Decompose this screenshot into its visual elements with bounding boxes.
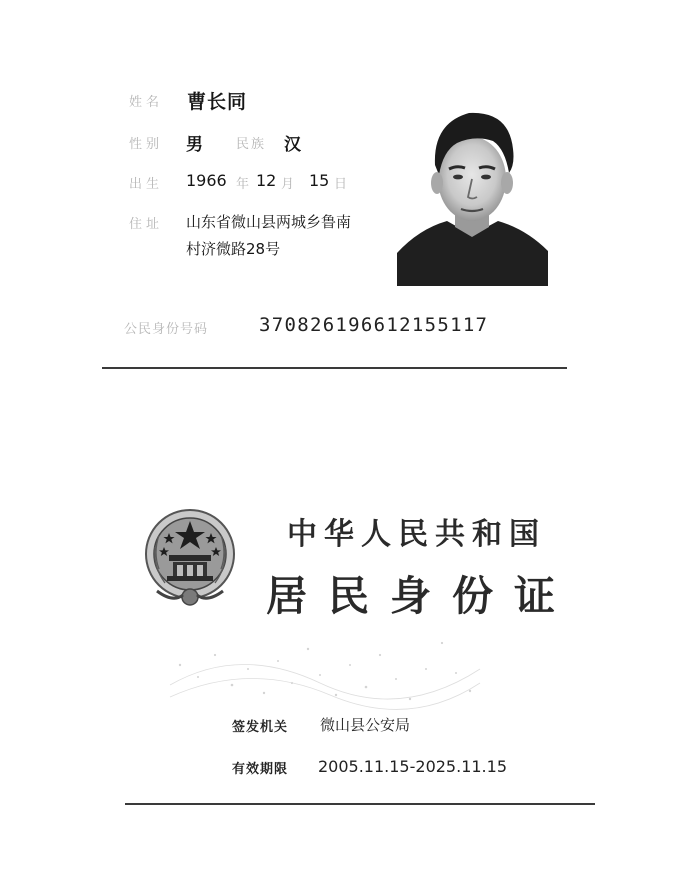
month-unit: 月 xyxy=(281,177,295,192)
issuing-authority-label: 签发机关 xyxy=(232,720,289,735)
card-title: 居民身份证 xyxy=(266,572,576,620)
birth-label: 出生 xyxy=(129,177,164,192)
birth-month: 12 xyxy=(256,171,277,190)
address-label: 住址 xyxy=(129,217,164,232)
ethnicity-label: 民族 xyxy=(236,137,267,152)
country-title: 中华人民共和国 xyxy=(287,517,546,552)
ethnicity-value: 汉 xyxy=(284,135,301,155)
issuing-authority-value: 微山县公安局 xyxy=(320,716,411,734)
front-bottom-border xyxy=(102,367,567,369)
address-line-1: 山东省微山县两城乡鲁南 xyxy=(186,213,352,231)
sex-label: 性别 xyxy=(129,137,164,152)
national-emblem-icon xyxy=(143,507,237,611)
back-bottom-border xyxy=(125,803,595,805)
id-number-label: 公民身份号码 xyxy=(124,322,209,337)
name-value: 曹长同 xyxy=(187,91,248,113)
year-unit: 年 xyxy=(236,177,250,192)
address-line-2: 村济微路28号 xyxy=(186,240,281,258)
birth-day: 15 xyxy=(309,171,330,190)
validity-period-label: 有效期限 xyxy=(232,762,289,777)
birth-year: 1966 xyxy=(186,171,227,190)
portrait-photo xyxy=(397,101,548,286)
sex-value: 男 xyxy=(186,135,203,155)
background-pattern xyxy=(160,625,490,715)
name-label: 姓名 xyxy=(129,95,164,110)
day-unit: 日 xyxy=(334,177,348,192)
validity-period-value: 2005.11.15-2025.11.15 xyxy=(318,757,507,776)
id-number-value: 370826196612155117 xyxy=(259,314,489,336)
